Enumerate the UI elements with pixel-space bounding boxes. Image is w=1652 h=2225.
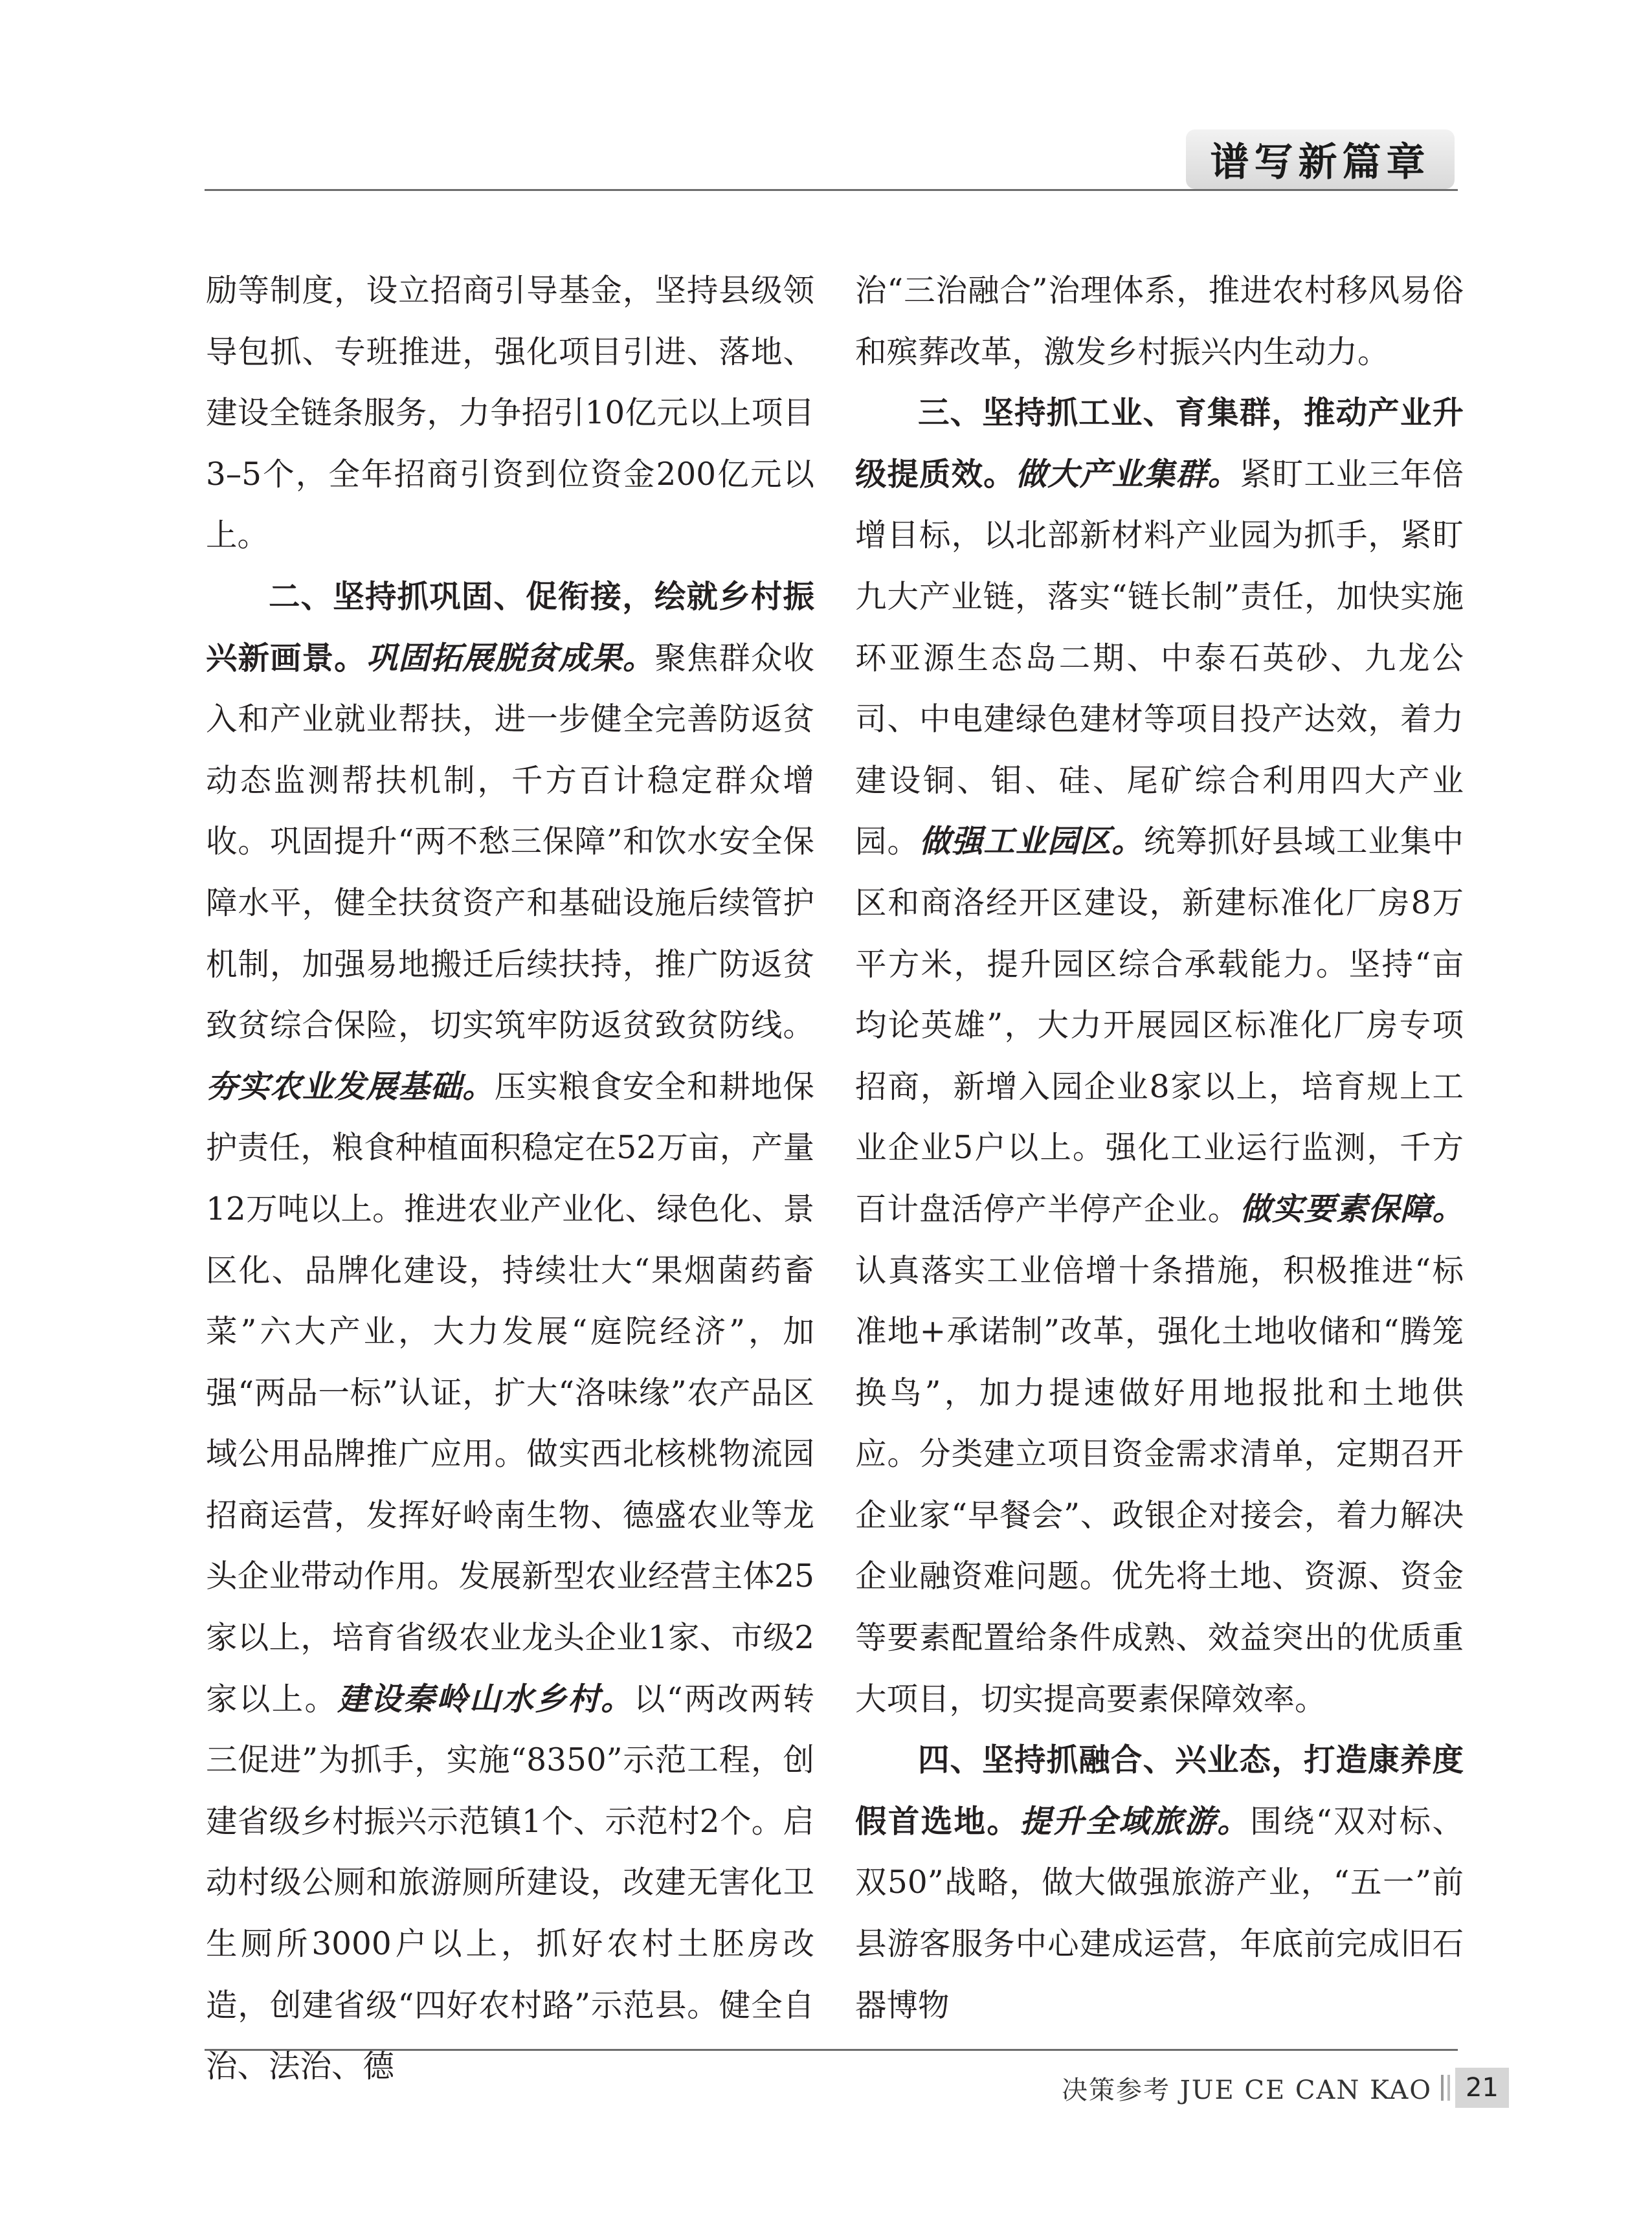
body-text: 认真落实工业倍增十条措施，积极推进“标准地+承诺制”改革，强化土地收储和“腾笼换鸟”，加力提速做好用地报批和土地供应。分类建立项目资金需求清单，定期召开企业家“早餐会”、政银企对接会，着力解决企业融资难问题。优先将土地、资源、资金等要素配置给条件成熟、效益突出的优质重大项目，切实提高要素保障效率。 (855, 1252, 1464, 1717)
paragraph (855, 1730, 1464, 2036)
subsection-keyword: 做实要素保障。 (1240, 1190, 1464, 1227)
paragraph (206, 260, 814, 566)
body-text: 统筹抓好县域工业集中区和商洛经开区建设，新建标准化厂房8万平方米，提升园区综合承载能力。坚持“亩均论英雄”，大力开展园区标准化厂房专项招商，新增入园企业8家以上，培育规上工业企业5户以上。强化工业运行监测，千方百计盘活停产半停产企业。 (855, 823, 1464, 1227)
section-title: 谱写新篇章 (1210, 140, 1431, 185)
body-text: 紧盯工业三年倍增目标，以北部新材料产业园为抓手，紧盯九大产业链，落实“链长制”责任，加快实施环亚源生态岛二期、中泰石英砂、九龙公司、中电建绿色建材等项目投产达效，着力建设铜、钼、硅、尾矿综合利用四大产业园。 (855, 456, 1464, 860)
subsection-keyword: 巩固拓展脱贫成果。 (366, 639, 655, 676)
paragraph (206, 566, 814, 2097)
page-footer (1062, 2065, 1509, 2110)
left-column (206, 260, 814, 2097)
footer-divider (1441, 2075, 1444, 2101)
header-rule (205, 189, 1458, 191)
body-text: 以“两改两转三促进”为抓手，实施“8350”示范工程，创建省级乡村振兴示范镇1个、示范村2个。启动村级公厕和旅游厕所建设，改建无害化卫生厕所3000户以上，抓好农村土胚房改造，创建省级“四好农村路”示范县。健全自治、法治、德 (206, 1681, 814, 2085)
footer-rule (205, 2049, 1458, 2051)
body-text: 围绕“双对标、双50”战略，做大做强旅游产业，“五一”前县游客服务中心建成运营，年底前完成旧石器博物 (855, 1803, 1464, 2024)
subsection-keyword: 建设秦岭山水乡村。 (337, 1680, 634, 1717)
magazine-name: 决策参考 JUE CE CAN KAO (1062, 2075, 1433, 2105)
paragraph (855, 383, 1464, 1730)
body-text: 压实粮食安全和耕地保护责任，粮食种植面积稳定在52万亩，产量12万吨以上。推进农业产业化、绿色化、景区化、品牌化建设，持续壮大“果烟菌药畜菜”六大产业，大力发展“庭院经济”，加强“两品一标”认证，扩大“洛味缘”农产品区域公用品牌推广应用。做实西北核桃物流园招商运营，发挥好岭南生物、德盛农业等龙头企业带动作用。发展新型农业经营主体25家以上，培育省级农业龙头企业1家、市级2家以上。 (206, 1068, 814, 1717)
section-title-tag (1186, 129, 1455, 189)
subsection-keyword: 做强工业园区。 (919, 823, 1144, 860)
section-heading: 四、坚持抓融合、兴业态，打造康养度假首选地。 (855, 1742, 1464, 1840)
paragraph (855, 260, 1464, 383)
subsection-keyword: 提升全域旅游。 (1020, 1802, 1251, 1840)
body-text: 聚焦群众收入和产业就业帮扶，进一步健全完善防返贫动态监测帮扶机制，千方百计稳定群众增收。巩固提升“两不愁三保障”和饮水安全保障水平，健全扶贫资产和基础设施后续管护机制，加强易地搬迁后续扶持，推广防返贫致贫综合保险，切实筑牢防返贫致贫防线。 (206, 640, 814, 1044)
subsection-keyword: 夯实农业发展基础。 (206, 1068, 495, 1105)
body-text: 治“三治融合”治理体系，推进农村移风易俗和殡葬改革，激发乡村振兴内生动力。 (855, 273, 1464, 370)
section-heading: 三、坚持抓工业、育集群，推动产业升级提质效。 (855, 395, 1464, 493)
page-number: 21 (1455, 2068, 1509, 2108)
section-heading: 二、坚持抓巩固、促衔接，绘就乡村振兴新画景。 (206, 578, 814, 676)
right-column (855, 260, 1464, 2036)
body-text: 励等制度，设立招商引导基金，坚持县级领导包抓、专班推进，强化项目引进、落地、建设全链条服务，力争招引10亿元以上项目3–5个，全年招商引资到位资金200亿元以上。 (206, 273, 814, 554)
subsection-keyword: 做大产业集群。 (1015, 455, 1240, 493)
footer-divider (1447, 2075, 1450, 2101)
